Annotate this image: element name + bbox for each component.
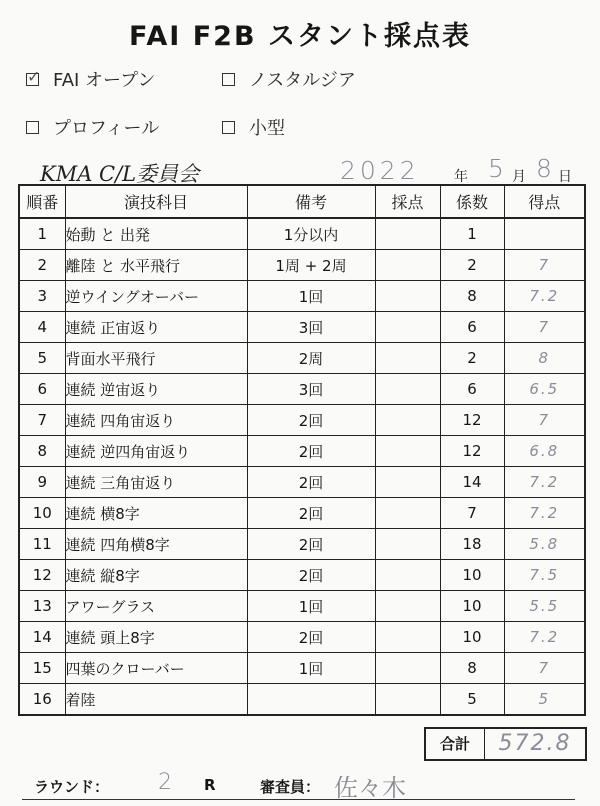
table-row [19,436,585,467]
row-coefficient: 6 [440,312,504,343]
row-grade-cell[interactable] [375,653,440,684]
row-item: アワーグラス [65,591,247,622]
table-row [19,653,585,684]
row-coefficient: 5 [440,684,504,716]
row-grade-cell[interactable] [375,591,440,622]
table-row [19,560,585,591]
row-number: 14 [19,622,65,653]
header-note: 備考 [247,185,375,218]
total-value: 572.8 [498,731,572,756]
row-coefficient: 8 [440,281,504,312]
checkbox-nostalgia[interactable] [222,73,235,86]
table-row [19,498,585,529]
row-note: 1回 [247,591,375,622]
judge-value: 佐々木 [334,774,406,802]
row-score[interactable]: 6.5 [504,374,585,405]
row-score[interactable]: 7.2 [504,622,585,653]
row-coefficient: 2 [440,343,504,374]
footer [34,772,574,802]
signature-underline [22,799,575,800]
total-box [424,727,587,761]
row-number: 9 [19,467,65,498]
checkbox-profile[interactable] [26,121,39,134]
row-number: 16 [19,684,65,716]
row-score[interactable]: 7 [504,312,585,343]
row-score[interactable]: 7.2 [504,467,585,498]
row-score[interactable]: 7 [504,405,585,436]
row-number: 3 [19,281,65,312]
table-row [19,312,585,343]
header-coefficient: 係数 [440,185,504,218]
row-number: 1 [19,218,65,250]
row-item: 連続 頭上8字 [65,622,247,653]
row-score[interactable]: 7 [504,250,585,281]
row-number: 2 [19,250,65,281]
row-note: 2回 [247,560,375,591]
row-score[interactable]: 8 [504,343,585,374]
row-score[interactable]: 5 [504,684,585,716]
row-grade-cell[interactable] [375,436,440,467]
row-grade-cell[interactable] [375,684,440,716]
option-label: プロフィール [53,118,160,139]
row-grade-cell[interactable] [375,218,440,250]
row-grade-cell[interactable] [375,622,440,653]
row-number: 13 [19,591,65,622]
row-grade-cell[interactable] [375,405,440,436]
row-number: 4 [19,312,65,343]
row-grade-cell[interactable] [375,312,440,343]
table-row [19,343,585,374]
row-note: 2回 [247,405,375,436]
table-row [19,250,585,281]
row-number: 6 [19,374,65,405]
date-month-unit: 月 [512,169,526,185]
row-item: 四葉のクローバー [65,653,247,684]
row-item: 連続 三角宙返り [65,467,247,498]
row-number: 12 [19,560,65,591]
date-day-value: 8 [536,154,552,183]
row-item: 始動 と 出発 [65,218,247,250]
row-note [247,684,375,716]
row-item: 着陸 [65,684,247,716]
row-number: 10 [19,498,65,529]
row-coefficient: 14 [440,467,504,498]
row-coefficient: 10 [440,560,504,591]
row-grade-cell[interactable] [375,560,440,591]
row-number: 15 [19,653,65,684]
row-note: 3回 [247,374,375,405]
row-coefficient: 12 [440,405,504,436]
table-row [19,529,585,560]
row-item: 離陸 と 水平飛行 [65,250,247,281]
header-order: 順番 [19,185,65,218]
date-day-unit: 日 [558,169,572,185]
row-note: 2回 [247,467,375,498]
option-profile[interactable] [26,114,159,140]
row-number: 11 [19,529,65,560]
table-row [19,374,585,405]
table-row [19,591,585,622]
date-year-value: 2022 [340,156,420,185]
table-row [19,281,585,312]
row-number: 8 [19,436,65,467]
row-grade-cell[interactable] [375,529,440,560]
check-mark-icon: ✓ [27,66,41,86]
row-note: 1回 [247,281,375,312]
table-row [19,218,585,250]
row-item: 連続 逆四角宙返り [65,436,247,467]
table-row [19,684,585,716]
option-small[interactable] [222,114,285,140]
row-coefficient: 10 [440,622,504,653]
row-coefficient: 7 [440,498,504,529]
row-note: 1回 [247,653,375,684]
row-item: 連続 四角宙返り [65,405,247,436]
total-label: 合計 [426,729,485,759]
row-grade-cell[interactable] [375,281,440,312]
row-grade-cell[interactable] [375,374,440,405]
table-row [19,467,585,498]
header-item: 演技科目 [65,185,247,218]
row-item: 連続 逆宙返り [65,374,247,405]
round-label: ラウンド： [34,778,110,796]
option-label: ノスタルジア [249,70,356,91]
row-score[interactable]: 7.2 [504,281,585,312]
row-note: 1分以内 [247,218,375,250]
row-note: 1周 + 2周 [247,250,375,281]
row-score[interactable]: 5.8 [504,529,585,560]
row-score[interactable]: 7.5 [504,560,585,591]
row-score[interactable] [504,218,585,250]
row-item: 連続 四角横8字 [65,529,247,560]
checkbox-small[interactable] [222,121,235,134]
row-note: 2回 [247,498,375,529]
checkbox-fai-open[interactable] [26,66,41,86]
date-year-unit: 年 [454,169,468,185]
sheet-title: FAI F2B スタント採点表 [129,21,471,52]
row-item: 逆ウイングオーバー [65,281,247,312]
row-coefficient: 18 [440,529,504,560]
option-label: FAI オープン [53,70,156,91]
row-coefficient: 8 [440,653,504,684]
row-note: 2回 [247,622,375,653]
row-grade-cell[interactable] [375,343,440,374]
option-fai-open[interactable] [26,66,155,92]
row-item: 背面水平飛行 [65,343,247,374]
row-item: 連続 正宙返り [65,312,247,343]
table-header-row [19,185,585,218]
row-grade-cell[interactable] [375,467,440,498]
option-label: 小型 [249,118,285,139]
round-value: 2 [158,770,172,795]
score-table [18,184,586,716]
option-nostalgia[interactable] [222,66,356,92]
row-score[interactable]: 6.8 [504,436,585,467]
row-number: 5 [19,343,65,374]
judge-label: 審査員： [260,778,321,796]
row-coefficient: 12 [440,436,504,467]
row-note: 2回 [247,529,375,560]
date-month-value: 5 [488,154,504,183]
row-item: 連続 横8字 [65,498,247,529]
row-grade-cell[interactable] [375,498,440,529]
header-grade: 採点 [375,185,440,218]
row-score[interactable]: 5.5 [504,591,585,622]
row-coefficient: 2 [440,250,504,281]
row-note: 2周 [247,343,375,374]
header-score: 得点 [504,185,585,218]
table-row [19,622,585,653]
table-row [19,405,585,436]
row-coefficient: 1 [440,218,504,250]
row-score[interactable]: 7.2 [504,498,585,529]
row-coefficient: 10 [440,591,504,622]
row-note: 2回 [247,436,375,467]
round-unit: R [204,776,216,794]
organization-name: KMA C/L委員会 [40,162,200,186]
row-number: 7 [19,405,65,436]
row-item: 連続 縦8字 [65,560,247,591]
row-coefficient: 6 [440,374,504,405]
row-note: 3回 [247,312,375,343]
row-score[interactable]: 7 [504,653,585,684]
row-grade-cell[interactable] [375,250,440,281]
